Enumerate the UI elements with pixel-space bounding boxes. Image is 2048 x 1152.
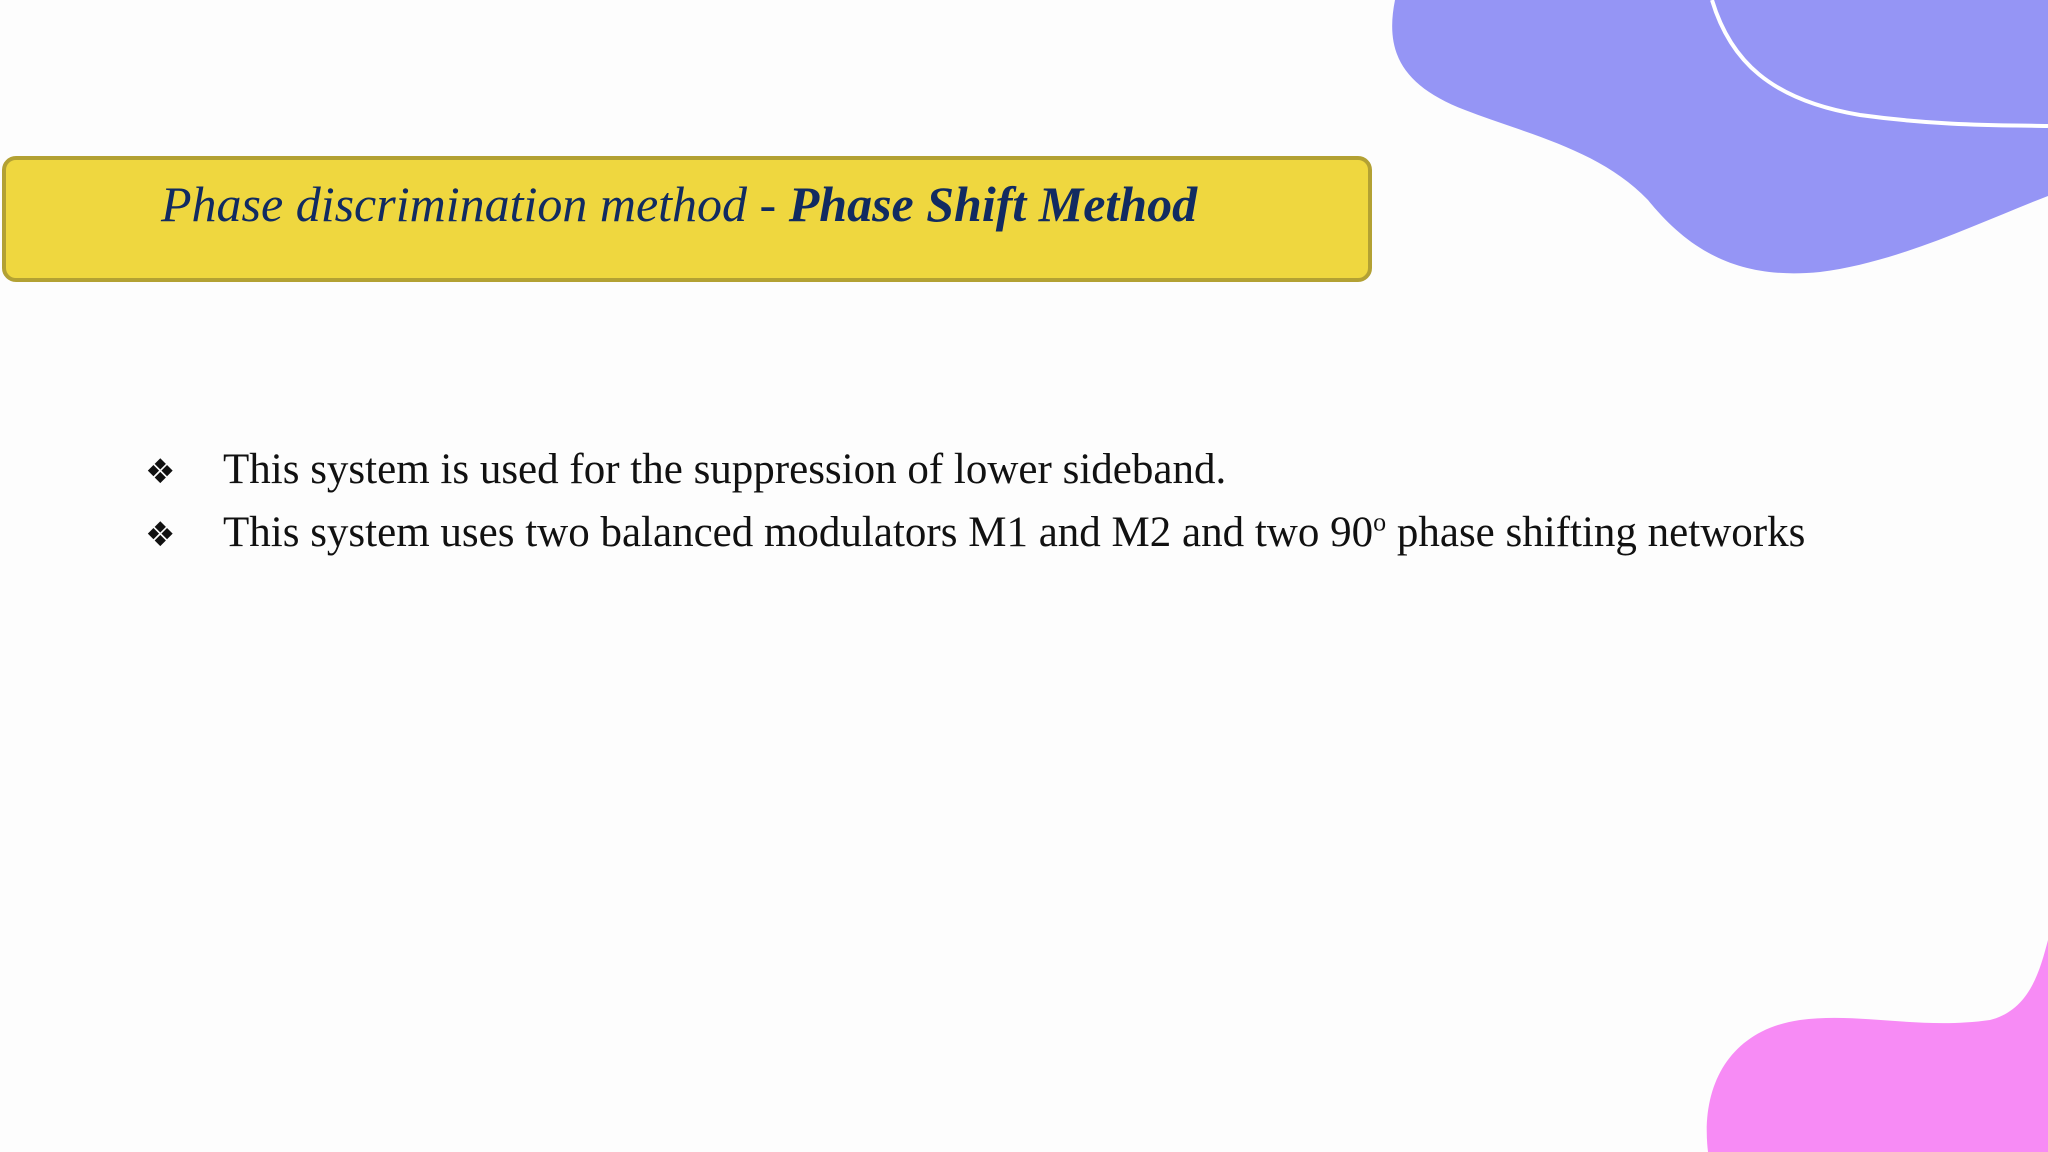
purple-blob-shape (1392, 0, 2048, 273)
diamond-bullet-icon: ❖ (145, 452, 176, 492)
pink-blob-shape (1707, 940, 2048, 1152)
bullet-item (145, 445, 1805, 508)
bullet-text: This system is used for the suppression of lower sideband. (223, 446, 1227, 493)
bullet-list (145, 445, 1805, 571)
title-part-method: Phase discrimination method - (161, 176, 789, 232)
bullet-text-main: This system uses two balanced modulators M1 and M2 and two 90 (223, 509, 1374, 556)
degree-superscript: o (1373, 507, 1387, 537)
diamond-bullet-icon: ❖ (145, 515, 176, 555)
title-part-name: Phase Shift Method (788, 176, 1198, 232)
title-banner (2, 156, 1372, 282)
bullet-item (145, 508, 1805, 571)
bullet-text-tail: phase shifting networks (1386, 509, 1806, 556)
bullet-text (223, 508, 1805, 557)
slide-title (161, 174, 1197, 234)
